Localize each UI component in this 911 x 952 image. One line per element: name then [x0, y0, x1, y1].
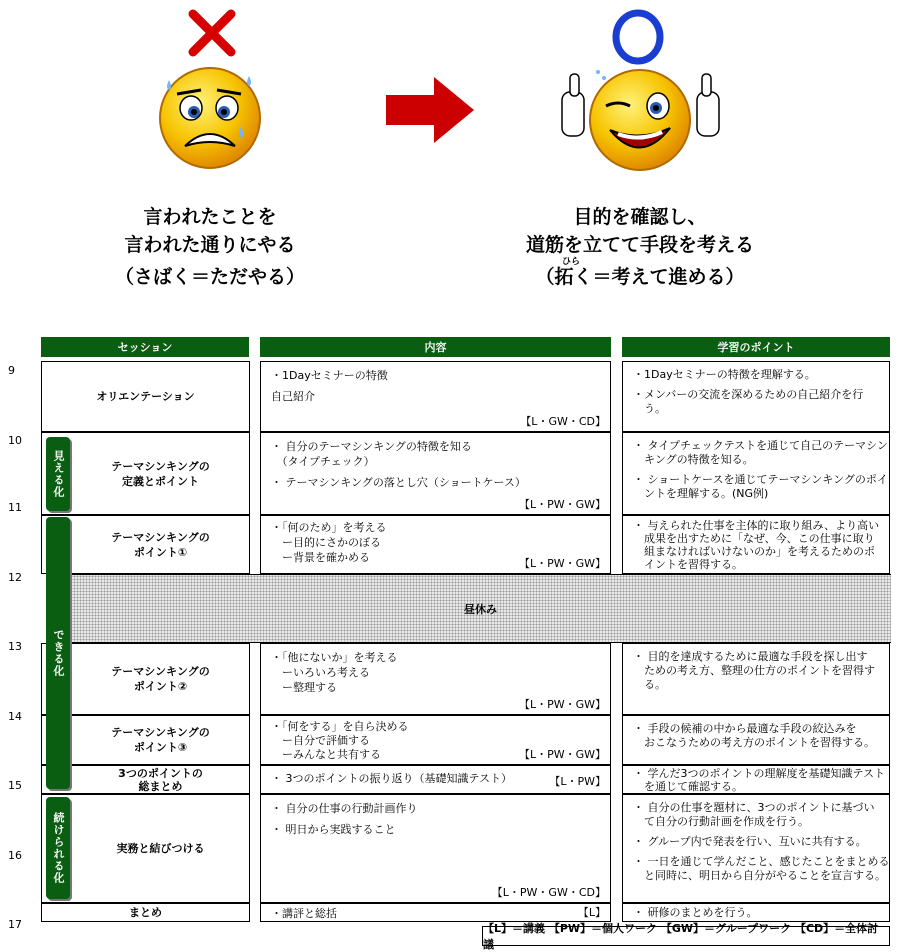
- content-cell: [260, 643, 611, 715]
- point-item: ・ 与えられた仕事を主体的に取り組み、より高い 成果を出すために「なぜ、今、この仕事に取り 組まなければいけないのか」を考えるためのポ イントを習得する。: [633, 519, 880, 571]
- content-cell: [260, 515, 611, 574]
- header-session: セッション: [41, 337, 249, 357]
- header-content: 内容: [260, 337, 611, 357]
- session-label: テーマシンキングの: [111, 530, 210, 544]
- session-cell: [41, 515, 250, 574]
- lunch-label: 昼休み: [464, 602, 497, 616]
- point-cell: [622, 794, 890, 903]
- method-tag: 【L・PW・GW】: [518, 748, 606, 761]
- hour-label: 15: [8, 779, 22, 792]
- session-label: 定義とポイント: [122, 474, 199, 488]
- session-cell: [41, 715, 250, 765]
- hour-label: 9: [8, 364, 15, 377]
- session-cell: [41, 765, 250, 794]
- method-tag: 【L・GW・CD】: [520, 415, 606, 428]
- content-line: ー整理する: [271, 681, 337, 694]
- method-tag: 【L・PW・GW】: [518, 557, 606, 570]
- group-label-text: 続けられる化: [52, 812, 65, 884]
- content-line: ・ 明日から実践すること: [271, 823, 396, 836]
- point-cell: [622, 643, 890, 715]
- hour-label: 14: [8, 710, 22, 723]
- legend-box: [482, 922, 890, 951]
- content-cell: [260, 794, 611, 903]
- method-tag: 【L】: [577, 906, 606, 919]
- content-line: ・ 自分の仕事の行動計画作り: [271, 802, 418, 815]
- content-line: （タイプチェック）: [271, 455, 375, 468]
- group-label-mieru: [46, 437, 70, 511]
- content-cell: [260, 715, 611, 765]
- session-cell: [41, 903, 250, 922]
- session-label: まとめ: [129, 906, 162, 919]
- point-item: ・ 目的を達成するために最適な手段を探し出す ための考え方、整理の仕方のポイントを習得す る。: [633, 650, 875, 691]
- point-item: ・ 手段の候補の中から最適な手段の絞込みを おこなうための考え方のポイントを習得する。: [633, 722, 875, 749]
- content-line: ーいろいろ考える: [271, 666, 370, 679]
- session-label: 総まとめ: [138, 779, 183, 793]
- content-line: ・「何をする」を自ら決める: [271, 720, 409, 733]
- point-cell: [622, 765, 890, 794]
- winking-thumbs-up-face-icon: [558, 58, 723, 176]
- group-label-text: 見える化: [52, 450, 65, 498]
- right-caption-line: （拓く＝考えて進める）: [535, 266, 745, 288]
- content-line: 自己紹介: [271, 390, 315, 403]
- session-cell: [41, 794, 250, 903]
- right-caption-line: 道筋を立てて手段を考える: [525, 234, 754, 256]
- content-cell: [260, 361, 611, 432]
- session-label: 実務と結びつける: [116, 842, 205, 855]
- left-caption-line: 言われた通りにやる: [124, 234, 296, 256]
- point-item: ・ ショートケースを通じてテーマシンキングのポイ ントを理解する。(NG例): [633, 473, 888, 500]
- point-item: ・メンバーの交流を深めるための自己紹介を行 う。: [633, 388, 864, 415]
- content-line: ・ 3つのポイントの振り返り（基礎知識テスト）: [271, 772, 513, 785]
- session-label: ポイント③: [133, 741, 188, 754]
- right-caption: [490, 203, 790, 291]
- left-caption: [80, 203, 340, 291]
- point-cell: [622, 515, 890, 574]
- lunch-break-band: [70, 574, 891, 643]
- session-label: 3つのポイントの: [118, 766, 203, 780]
- content-line: ・ テーマシンキングの落とし穴（ショートケース）: [271, 476, 526, 489]
- left-caption-line: 言われたことを: [143, 206, 277, 228]
- content-line: ーみんなと共有する: [271, 748, 381, 761]
- content-line: ・「何のため」を考える: [271, 521, 387, 534]
- point-item: ・ グループ内で発表を行い、互いに共有する。: [633, 835, 867, 848]
- session-label: ポイント②: [133, 680, 188, 693]
- right-caption-line: 目的を確認し、: [573, 206, 707, 228]
- content-line: ・「他にないか」を考える: [271, 651, 398, 664]
- content-line: ー目的にさかのぼる: [271, 536, 381, 549]
- session-label: テーマシンキングの: [111, 726, 210, 739]
- hour-label: 11: [8, 501, 22, 514]
- content-line: ー自分で評価する: [271, 734, 370, 747]
- content-line: ・1Dayセミナーの特徴: [271, 369, 388, 382]
- content-cell: [260, 765, 611, 794]
- content-line: ・講評と総括: [271, 907, 337, 920]
- header-points: 学習のポイント: [622, 337, 890, 357]
- point-item: ・ 自分の仕事を題材に、3つのポイントに基づい て自分の行動計画を作成を行う。: [633, 801, 875, 828]
- session-label: テーマシンキングの: [111, 459, 210, 473]
- session-cell: [41, 361, 250, 432]
- point-item: ・ 研修のまとめを行う。: [633, 906, 758, 919]
- hour-label: 13: [8, 640, 22, 653]
- group-label-tsuzukeru: [46, 797, 70, 899]
- hour-label: 17: [8, 918, 22, 931]
- session-label: テーマシンキングの: [111, 665, 210, 678]
- point-cell: [622, 715, 890, 765]
- right-arrow-icon: [386, 75, 476, 145]
- method-tag: 【L・PW・GW】: [518, 698, 606, 711]
- point-cell: [622, 361, 890, 432]
- ruby-text: ひら: [562, 257, 581, 267]
- crying-face-icon: [155, 60, 265, 172]
- hour-label: 16: [8, 849, 22, 862]
- method-tag: 【L・PW・GW・CD】: [491, 886, 606, 899]
- content-cell: [260, 432, 611, 515]
- method-tag: 【L・PW・GW】: [518, 498, 606, 511]
- cross-mark-icon: [187, 8, 237, 58]
- group-label-dekiru: [46, 517, 70, 789]
- session-label: ポイント①: [133, 545, 188, 559]
- content-line: ・ 自分のテーマシンキングの特徴を知る: [271, 440, 472, 453]
- session-cell: [41, 643, 250, 715]
- left-caption-line: （さばく＝ただやる）: [114, 266, 305, 288]
- method-tag: 【L・PW】: [549, 775, 606, 788]
- point-cell: [622, 432, 890, 515]
- hour-label: 12: [8, 571, 22, 584]
- content-line: ー背景を確かめる: [271, 551, 370, 564]
- point-item: ・ 学んだ3つのポイントの理解度を基礎知識テスト を通じて確認する。: [633, 767, 886, 793]
- point-item: ・1Dayセミナーの特徴を理解する。: [633, 368, 816, 381]
- session-cell: [41, 432, 250, 515]
- point-item: ・ 一日を通じて学んだこと、感じたことをまとめる と同時に、明日から自分がやることを宣言する。: [633, 855, 890, 882]
- session-label: オリエンテーション: [96, 390, 195, 403]
- hour-label: 10: [8, 434, 22, 447]
- point-item: ・ タイプチェックテストを通じて自己のテーマシン キングの特徴を知る。: [633, 439, 888, 466]
- legend-text: 【L】＝講義 【PW】＝個人ワーク 【GW】＝グループワーク 【CD】＝全体討議: [483, 922, 879, 951]
- group-label-text: できる化: [52, 629, 65, 677]
